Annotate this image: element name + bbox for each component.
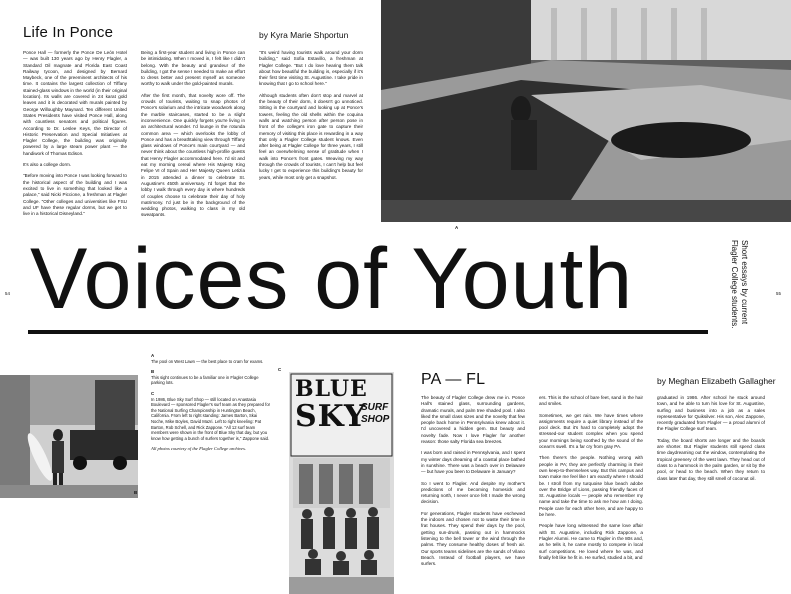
article-column-1 bbox=[23, 50, 127, 222]
section-title-voices-of-youth: Voices of Youth bbox=[30, 231, 634, 327]
paragraph: For generations, Flagler students have eschewed the indoors and chosen not to waste their time in frat houses. They spend their days by the pool, getting sun-drunk, passing out in hammocks listening to the bell tower or the wind through the palms. They consume healthy doses of fresh air. Our sports teams sidelines are the sands of Vilano Beach. Instead of football players, we have surfers. bbox=[421, 510, 525, 567]
caption-letter: A bbox=[151, 353, 155, 358]
paragraph: So I went to Flagler. And despite my mother's predictions of me becoming homesick and returning north, I never once felt I made the wrong decision. bbox=[421, 480, 525, 505]
paragraph: graduated in 1986. After school he stuck around town, and he able to turn his love for St. Augustine, surfing and business into a job as a sales representative for Quiksilver. His son, Alec Zappone, recently graduated from Flagler — a proud alumni of the Flagler College surf team. bbox=[657, 395, 765, 432]
caption-a bbox=[151, 353, 271, 364]
pa-fl-column-1 bbox=[421, 395, 525, 572]
shop-sign-blue: BLUE bbox=[295, 376, 368, 402]
paragraph: I was born and raised in Pennsylvania, and I spent my winter days dreaming of a coastal place bathed in sunshine. There was a beach over in Delaware — but have you been to Delaware in January? bbox=[421, 450, 525, 475]
surfer-photo-illustration bbox=[0, 375, 138, 498]
byline-kyra: by Kyra Marie Shportun bbox=[259, 30, 349, 40]
article-column-2 bbox=[141, 50, 245, 224]
section-subtitle: Short essays by current Flagler College students. bbox=[730, 240, 749, 329]
photo-label-b: B bbox=[134, 490, 138, 495]
photo-label-c: C bbox=[278, 367, 282, 372]
paragraph: People have long witnessed the same love affair with St. Augustine, including Rick Zappone, a Flagler Alumni. He came to Flagler in the 80s and, as he tells it, he came mostly to compete in local surf competitions. He loved where he was, and finally felt like he fit in. He surfed, studied a bit, and bbox=[539, 523, 643, 560]
article-title-life-in-ponce: Life In Ponce bbox=[23, 24, 114, 41]
caption-text: The pool on West Lawn — the best place to cram for exams. bbox=[151, 358, 264, 364]
pool-photo-illustration bbox=[381, 0, 791, 222]
paragraph: "Before moving into Ponce I was looking forward to the historical aspect of the building and I was excited to live in something that looked like a palace," said Nicki Piccione, a freshman at Flagler College. "Other colleges and universities like FSU and UF have these regular dorms, but we get to live in a historical Disneyland." bbox=[23, 173, 127, 217]
article-column-3 bbox=[259, 50, 363, 186]
byline-meghan: by Meghan Elizabeth Gallagher bbox=[657, 376, 776, 386]
paragraph: It's also a college dorm. bbox=[23, 162, 72, 168]
caption-letter: B bbox=[151, 369, 155, 375]
shop-sign-sky: SKY bbox=[295, 399, 367, 434]
surfer-photo bbox=[0, 375, 138, 498]
paragraph: "It's weird having tourists walk around your dorm building," said Sofia Estavillo, a freshman at Flagler College. "But I do love hearing them talk about how beautiful the building is, especially if it's their first time visiting St. Augustine. I take pride in knowing that I go to school here." bbox=[259, 50, 363, 87]
paragraph: Being a first-year student and living in Ponce can be intimidating. When I moved in, I felt like I didn't belong. With the beauty and grandeur of the building, I got the sense I needed to make an effort to dress better and present myself as someone worthy to walk under the gold-painted murals. bbox=[141, 50, 245, 87]
paragraph: After the first month, that novelty wore off. The crowds of tourists, waiting to snap photos of Ponce's solarium and the intricate woodwork along the marble staircases, started to be a slight inconvenience. One quickly forgets you're living in an architectural wonder. I'd lounge in the rotunda common area — which overlooks the lobby of Ponce and has a breathtaking view through Tiffany glass windows of Ponce's main courtyard — and never think about the countless high-profile guests that Henry Flagler accommodated here. I'd sit and eat my morning cereal where His Majesty King Felipe VI of Spain and Her Majesty Queen Letizia in 2015 attended a dinner to celebrate St. Augustine's 450th anniversary. I'd forget that the lobby I walk through every day is where hundreds of couples choose to celebrate their day of holy matrimony. I'd just be in the background of the wedding photos, walking to class in my old sweatpants. bbox=[141, 92, 245, 218]
caption-text: This sight continues to be a familiar one in Flagler College parking lots. bbox=[151, 374, 259, 386]
shop-sign-shop: SHOP bbox=[361, 414, 390, 425]
paragraph: ers. This is the school of bare feet, sand in the hair and smiles. bbox=[539, 395, 643, 407]
paragraph: Ponce Hall — formerly the Ponce De León Hotel — was built 130 years ago by Henry Flagler, a Standard Oil magnate and Florida East Coast Railway tycoon, and designed by Bernard Maybeck, one of the preeminent architects of his time. It contains the largest collection of Tiffany stained-glass windows in the world (in their original location). Its walls are covered in 24 karat gold leaves and it is decorated with murals painted by George Willoughby Maynard. Ten different United States Presidents have visited Ponce Hall, along with countless senators and political figures. According to Dr. Leslee Keys, the Director of Historic Preservation and Special Initiatives at Flagler College, the building was originally powered by a large steam power plant — the handiwork of Thomas Edison. bbox=[23, 50, 127, 156]
photo-credit: All photos courtesy of the Flagler College archives. bbox=[151, 446, 247, 452]
page-number-left: 54 bbox=[5, 291, 10, 296]
paragraph: The beauty of Flagler College drew me in. Ponce Hall's stained glass, surrounding gardens, dramatic murals, and palm tree shaded pool. I also liked the small class sizes and the novelty that few people back home in Pennsylvania knew about it. I'd uncovered a hidden gem. But beauty and novelty fade. Now I love Flagler for another reason: those salty Florida sea breezes. bbox=[421, 395, 525, 445]
paragraph: Although students often don't stop and marvel at the beauty of their dorm, it doesn't go unnoticed. Sitting in the courtyard and looking up at Ponce's towers, feeling the old shells within the coquina walls and watching person after person pose in front of the college's iron gate to capture their memory of visiting this place is rewarding in a way that only a Flagler College student knows. Even after being at Flagler College for three years, I still feel an overwhelming sense of gratitude when I walk into Ponce's front gates. Weaving my way through the crowds of tourists, I can't help but feel lucky I get to experience this building's beauty for years, while most only get a snapshot. bbox=[259, 92, 363, 180]
article-title-pa-fl: PA — FL bbox=[421, 371, 486, 388]
pa-fl-column-3 bbox=[657, 395, 765, 487]
pool-photo bbox=[381, 0, 791, 222]
shop-sign-surf: SURF bbox=[361, 402, 389, 413]
page-number-right: 55 bbox=[776, 291, 781, 296]
caption-c bbox=[151, 391, 271, 441]
photo-captions bbox=[151, 353, 271, 457]
paragraph: Then there's the people. Nothing wrong with people in PA; they are perfectly charming in their own keep-to-themselves way. But this campus and town make me feel like I am exactly where I should be. I stroll from my turquoise blue beach adobe over the Bridge of Lions, passing friendly faces of St. Augustine locals — people who remember my name and take the time to ask me how am I doing. People care for each other here, and are happy to be here. bbox=[539, 455, 643, 518]
pa-fl-column-2 bbox=[539, 395, 643, 566]
title-underline bbox=[28, 330, 708, 334]
paragraph: Today, the board shorts are longer and the boards are shorter. But Flagler students still spend class time daydreaming out the window, contemplating the tropical greenery of the west lawn. They head out of class to a hammock in the palm garden, or sit by the pool, or head to the beach. When they return to class later that day, they still smell of coconut oil. bbox=[657, 437, 765, 481]
caption-text: In 1986, Blue Sky Surf Shop — still located on Anastasia Boulevard — sponsored Flagler's surf team as they prepared for the National Surfing Championship in Huntington Beach, California. From left to right standing: James Barton, Skai Noche, Mike Boyles, David Mazri. Left to right kneeling: Pat Barton, Rob Schell, and Rick Zappone. "All 12 surf team members were shown in the front of Blue Sky that day, but you know how getting a bunch of surfers together is," Zappone said. bbox=[151, 396, 271, 441]
blue-sky-surf-shop-photo bbox=[289, 372, 394, 594]
caption-b bbox=[151, 369, 271, 386]
photo-label-a: A bbox=[455, 225, 459, 230]
paragraph: Sometimes, we get rain. We have times where assignments require a quiet library instead of the pool deck. But it's hard to completely adopt the stressed-our student complex when you spend your mornings being soothed by the sound of the ocean's swell. It's a far cry from gray PA. bbox=[539, 412, 643, 450]
caption-letter: C bbox=[151, 390, 155, 396]
